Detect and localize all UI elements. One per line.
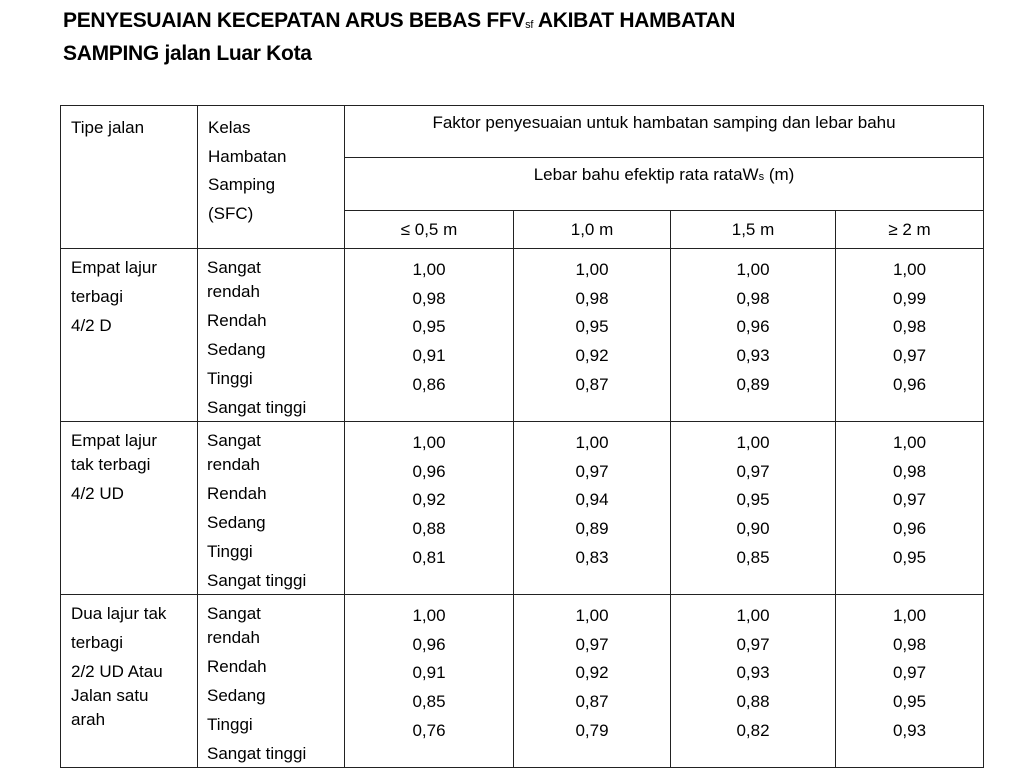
header-lebar-bahu [345,158,984,211]
tipe-line: 4/2 UD [71,484,124,503]
value-cell [514,422,671,595]
factor-value: 1,00 [736,433,770,452]
kelas-line: Sangat tinggi [207,571,307,590]
factor-value: 1,00 [412,606,446,625]
value-cell [671,595,836,768]
factor-value: 0,95 [575,317,609,337]
factor-value: 0,89 [736,374,770,394]
header-kelas-line: (SFC) [208,203,254,223]
header-lebar-unit: (m) [764,165,795,184]
tipe-line: tak terbagi [71,455,151,474]
factor-value: 1,00 [575,606,609,625]
factor-value: 0,94 [575,490,609,510]
kelas-line: Sedang [207,513,266,532]
value-cell [836,422,984,595]
factor-value: 0,95 [736,490,770,510]
kelas-line: Rendah [207,311,267,330]
factor-value: 0,95 [892,692,927,712]
factor-value: 0,87 [575,374,609,394]
factor-value: 0,81 [412,547,446,567]
title-subscript: sf [525,19,534,31]
factor-value: 0,96 [892,374,927,394]
header-width-2: ≥ 2 m [836,211,984,249]
kelas-line: rendah [207,455,260,474]
factor-value: 0,93 [736,663,770,683]
factor-value: 0,92 [575,663,609,683]
kelas-line: Tinggi [207,369,253,388]
value-cell [836,595,984,768]
factor-value: 0,96 [892,519,927,539]
header-faktor-penyesuaian: Faktor penyesuaian untuk hambatan samping dan lebar bahu [345,106,984,158]
factor-value: 0,79 [575,720,609,740]
factor-value: 0,97 [575,634,609,654]
factor-value: 0,97 [892,663,927,683]
tipe-line: Jalan satu [71,686,149,705]
factor-value: 0,88 [736,692,770,712]
factor-value: 0,98 [736,288,770,308]
factor-value: 1,00 [736,606,770,625]
tipe-line: 2/2 UD Atau [71,662,163,681]
factor-value: 0,96 [412,634,446,654]
factor-value: 0,89 [575,519,609,539]
factor-value: 1,00 [892,260,927,279]
factor-value: 0,93 [892,720,927,740]
title-line-2: SAMPING jalan Luar Kota [63,42,312,65]
factor-value: 0,98 [892,634,927,654]
factor-value: 0,96 [412,461,446,481]
factor-value: 0,91 [412,346,446,366]
factor-value: 0,97 [736,461,770,481]
kelas-line: Sangat tinggi [207,398,307,417]
table-row [61,249,984,422]
kelas-cell [198,595,345,768]
factor-value: 1,00 [575,260,609,279]
tipe-line: terbagi [71,287,123,306]
kelas-line: Rendah [207,657,267,676]
header-width-1-0: 1,0 m [514,211,671,249]
factor-value: 1,00 [892,433,927,452]
value-cell [514,249,671,422]
kelas-cell [198,249,345,422]
header-tipe-jalan: Tipe jalan [61,106,198,249]
kelas-line: Sangat tinggi [207,744,307,763]
value-cell [836,249,984,422]
kelas-line: Sangat [207,431,261,450]
factor-value: 0,97 [575,461,609,481]
factor-value: 0,91 [412,663,446,683]
factor-value: 1,00 [575,433,609,452]
factor-value: 0,87 [575,692,609,712]
factor-value: 0,85 [736,547,770,567]
tipe-line: terbagi [71,633,123,652]
header-lebar-text: Lebar bahu efektip rata rataW [533,165,759,184]
kelas-line: Sangat [207,604,261,623]
factor-value: 0,90 [736,519,770,539]
value-cell [671,249,836,422]
tipe-line: Empat lajur [71,258,157,277]
factor-value: 0,82 [736,720,770,740]
factor-value: 0,96 [736,317,770,337]
header-width-1-5: 1,5 m [671,211,836,249]
title-text-cont: AKIBAT HAMBATAN [533,9,736,32]
value-cell [345,422,514,595]
kelas-line: rendah [207,628,260,647]
value-cell [671,422,836,595]
header-kelas-line: Hambatan [208,146,287,166]
factor-value: 0,99 [892,288,927,308]
tipe-line: 4/2 D [71,316,112,335]
factor-value: 1,00 [736,260,770,279]
factor-value: 0,92 [412,490,446,510]
page-title [63,6,963,68]
title-text: PENYESUAIAN KECEPATAN ARUS BEBAS FFV [63,9,526,32]
factor-value: 0,86 [412,374,446,394]
kelas-line: Sedang [207,686,266,705]
table-row [61,422,984,595]
kelas-line: Tinggi [207,542,253,561]
header-lebar-subscript: s [758,171,765,183]
tipe-line: arah [71,710,106,729]
tipe-line: Empat lajur [71,431,157,450]
factor-value: 0,83 [575,547,609,567]
factor-value: 0,98 [575,288,609,308]
factor-value: 0,92 [575,346,609,366]
factor-value: 1,00 [412,433,446,452]
factor-value: 0,97 [736,634,770,654]
factor-value: 0,88 [412,519,446,539]
factor-value: 0,98 [892,317,927,337]
kelas-line: Sedang [207,340,266,359]
value-cell [345,595,514,768]
kelas-line: Sangat [207,258,261,277]
factor-value: 1,00 [412,260,446,279]
table-row [61,595,984,768]
value-cell [514,595,671,768]
factor-value: 0,93 [736,346,770,366]
kelas-line: rendah [207,282,260,301]
kelas-line: Rendah [207,484,267,503]
tipe-jalan-cell [61,422,198,595]
value-cell [345,249,514,422]
tipe-jalan-cell [61,595,198,768]
factor-value: 0,95 [892,547,927,567]
factor-value: 0,97 [892,346,927,366]
header-width-0-5: ≤ 0,5 m [345,211,514,249]
factor-value: 0,98 [412,288,446,308]
header-kelas-line: Kelas [208,118,251,137]
kelas-line: Tinggi [207,715,253,734]
tipe-line: Dua lajur tak [71,604,167,623]
factor-value: 0,95 [412,317,446,337]
factor-value: 0,98 [892,461,927,481]
header-row-1 [61,106,984,158]
header-kelas-hambatan [198,106,345,249]
factor-value: 1,00 [892,606,927,625]
header-kelas-line: Samping [208,175,276,194]
factor-value: 0,85 [412,692,446,712]
factor-value: 0,97 [892,490,927,510]
kelas-cell [198,422,345,595]
tipe-jalan-cell [61,249,198,422]
adjustment-factor-table [60,105,984,768]
factor-value: 0,76 [412,720,446,740]
